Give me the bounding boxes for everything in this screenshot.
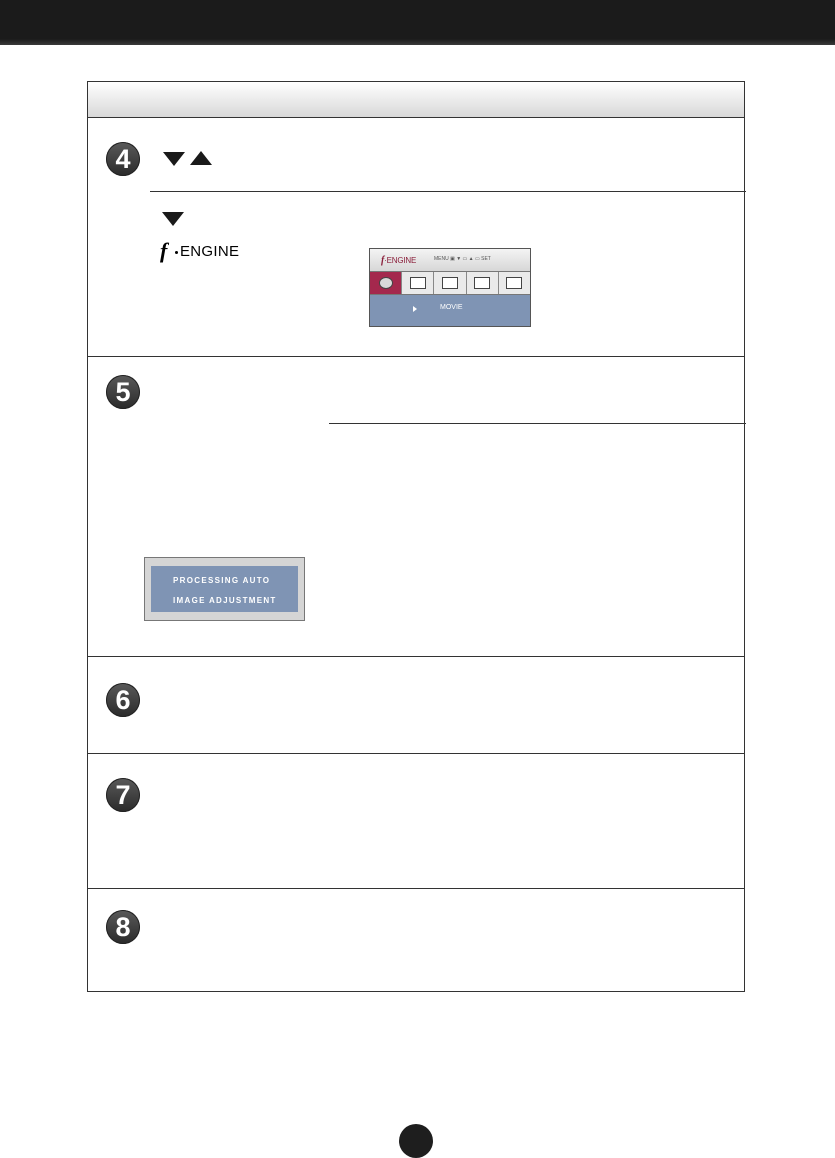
step-5-divider bbox=[329, 423, 746, 424]
close-icon bbox=[474, 277, 490, 289]
play-arrow-icon bbox=[413, 306, 417, 312]
step-4-badge: 4 bbox=[106, 142, 140, 176]
osd-mode-label: MOVIE bbox=[440, 304, 463, 311]
step-7-badge: 7 bbox=[106, 778, 140, 812]
fengine-f-glyph: f bbox=[160, 238, 168, 263]
osd-menu bbox=[369, 248, 531, 327]
step-5-badge: 5 bbox=[106, 375, 140, 409]
step-6-badge: 6 bbox=[106, 683, 140, 717]
fengine-dot bbox=[175, 251, 178, 254]
top-header-bar bbox=[0, 0, 835, 45]
osd-title-bar bbox=[370, 249, 530, 272]
fengine-word: ENGINE bbox=[180, 243, 240, 260]
step-4-divider bbox=[150, 191, 746, 192]
osd-mode-photo[interactable] bbox=[434, 272, 466, 294]
up-triangle-icon bbox=[190, 151, 212, 165]
picture-icon bbox=[442, 277, 458, 289]
osd-mode-internet[interactable] bbox=[402, 272, 434, 294]
processing-message-box bbox=[144, 557, 305, 621]
split-screen-icon bbox=[506, 277, 522, 289]
osd-mode-icons bbox=[370, 272, 530, 295]
osd-mode-demo[interactable] bbox=[499, 272, 530, 294]
processing-line-2: IMAGE ADJUSTMENT bbox=[173, 596, 277, 605]
section-divider bbox=[87, 656, 745, 657]
globe-icon bbox=[410, 277, 426, 289]
frame-header-bar bbox=[88, 82, 744, 118]
step-8-badge: 8 bbox=[106, 910, 140, 944]
down-triangle-icon bbox=[163, 152, 185, 166]
content-frame bbox=[87, 81, 745, 992]
page-number-dot bbox=[399, 1124, 433, 1158]
osd-mode-movie[interactable] bbox=[370, 272, 402, 294]
osd-mode-panel bbox=[370, 295, 530, 326]
processing-message-panel bbox=[151, 566, 298, 612]
osd-key-hints: MENU ▣ ▼ ▭ ▲ ▭ SET bbox=[434, 256, 491, 262]
section-divider bbox=[87, 888, 745, 889]
osd-title: f·ENGINE bbox=[381, 255, 417, 266]
osd-mode-off[interactable] bbox=[467, 272, 499, 294]
section-divider bbox=[87, 356, 745, 357]
film-reel-icon bbox=[379, 277, 393, 289]
processing-line-1: PROCESSING AUTO bbox=[173, 576, 271, 585]
section-divider bbox=[87, 753, 745, 754]
down-triangle-icon bbox=[162, 212, 184, 226]
